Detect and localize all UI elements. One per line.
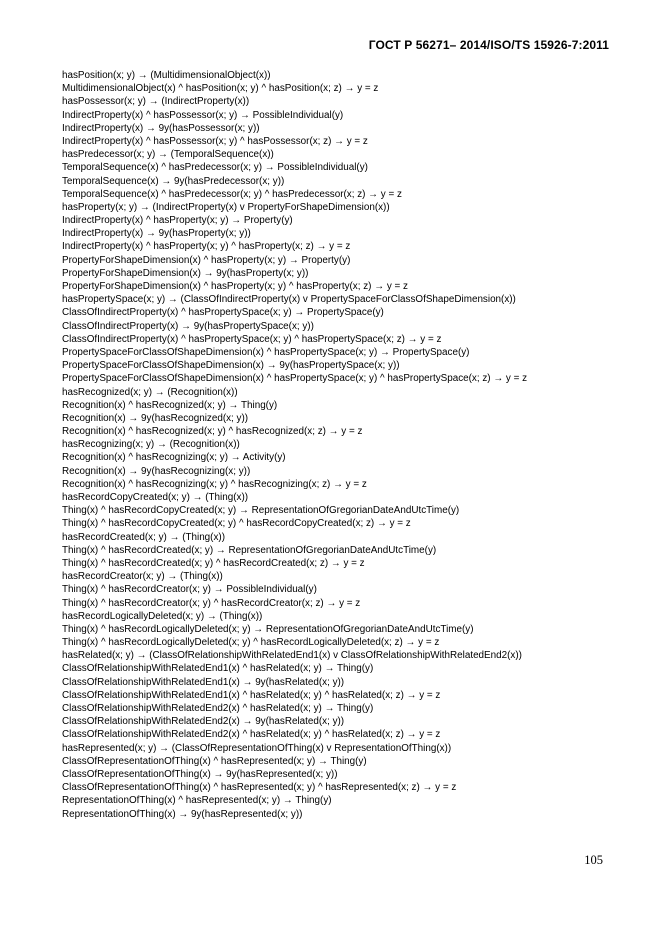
axiom-line: ClassOfIndirectProperty(x) → 9y(hasPropertySpace(x; y)) [62, 320, 314, 332]
axiom-line: Thing(x) ^ hasRecordCopyCreated(x; y) ^ hasRecordCopyCreated(x; z) → y = z [62, 518, 411, 530]
axiom-line: IndirectProperty(x) ^ hasPossessor(x; y) → PossibleIndividual(y) [62, 109, 344, 121]
axiom-line: hasPosition(x; y) → (MultidimensionalObject(x)) [62, 70, 271, 81]
page-number: 105 [584, 853, 603, 867]
axiom-line: Thing(x) ^ hasRecordCreator(x; y) ^ hasRecordCreator(x; z) → y = z [62, 597, 361, 609]
axiom-line: hasRecordLogicallyDeleted(x; y) → (Thing(x)) [62, 610, 263, 622]
axiom-line: TemporalSequence(x) ^ hasPredecessor(x; y) ^ hasPredecessor(x; z) → y = z [62, 188, 402, 200]
axiom-line: Recognition(x) ^ hasRecognized(x; y) → Thing(y) [62, 399, 278, 411]
axiom-list [62, 69, 622, 821]
axiom-line: Thing(x) ^ hasRecordCreated(x; y) ^ hasRecordCreated(x; z) → y = z [62, 557, 365, 569]
axiom-line: hasRelated(x; y) → (ClassOfRelationshipWithRelatedEnd1(x) v ClassOfRelationshipWithRelatedEnd2(x)) [62, 650, 522, 662]
axiom-line: ClassOfRelationshipWithRelatedEnd1(x) ^ hasRelated(x; y) → Thing(y) [62, 663, 374, 675]
axiom-line: PropertySpaceForClassOfShapeDimension(x) ^ hasPropertySpace(x; y) → PropertySpace(y) [62, 346, 470, 358]
axiom-line: IndirectProperty(x) ^ hasProperty(x; y) ^ hasProperty(x; z) → y = z [62, 241, 351, 253]
axiom-line: Thing(x) ^ hasRecordCreated(x; y) → RepresentationOfGregorianDateAndUtcTime(y) [62, 544, 437, 556]
axiom-line: PropertyForShapeDimension(x) ^ hasProperty(x; y) ^ hasProperty(x; z) → y = z [62, 281, 408, 292]
axiom-line: PropertySpaceForClassOfShapeDimension(x) ^ hasPropertySpace(x; y) ^ hasPropertySpace(x; z) → y = z [62, 373, 528, 385]
axiom-line: ClassOfRelationshipWithRelatedEnd2(x) → 9y(hasRelated(x; y)) [62, 716, 345, 728]
axiom-line: Recognition(x) ^ hasRecognizing(x; y) ^ hasRecognizing(x; z) → y = z [62, 478, 367, 490]
axiom-line: hasRecognized(x; y) → (Recognition(x)) [62, 386, 238, 398]
axiom-line: IndirectProperty(x) → 9y(hasPossessor(x; y)) [62, 122, 260, 134]
axiom-line: IndirectProperty(x) ^ hasProperty(x; y) → Property(y) [62, 215, 293, 227]
page-header: ГОСТ Р 56271– 2014/ISO/TS 15926-7:2011 [368, 38, 609, 52]
axiom-line: TemporalSequence(x) → 9y(hasPredecessor(x; y)) [62, 175, 285, 187]
axiom-line: PropertyForShapeDimension(x) → 9y(hasProperty(x; y)) [62, 267, 309, 279]
axiom-line: ClassOfRelationshipWithRelatedEnd2(x) ^ hasRelated(x; y) ^ hasRelated(x; z) → y = z [62, 729, 441, 741]
axiom-line: TemporalSequence(x) ^ hasPredecessor(x; y) → PossibleIndividual(y) [62, 162, 368, 174]
axiom-line: PropertyForShapeDimension(x) ^ hasProperty(x; y) → Property(y) [62, 254, 351, 266]
axiom-line: ClassOfRelationshipWithRelatedEnd1(x) → 9y(hasRelated(x; y)) [62, 676, 345, 688]
axiom-line: hasRecognizing(x; y) → (Recognition(x)) [62, 439, 240, 451]
axiom-line: hasRecordCreator(x; y) → (Thing(x)) [62, 571, 223, 583]
axiom-line: hasPossessor(x; y) → (IndirectProperty(x)) [62, 96, 250, 108]
axiom-line: Thing(x) ^ hasRecordCopyCreated(x; y) → RepresentationOfGregorianDateAndUtcTime(y) [62, 505, 460, 517]
axiom-line: IndirectProperty(x) ^ hasPossessor(x; y) ^ hasPossessor(x; z) → y = z [62, 135, 368, 147]
axiom-line: ClassOfRepresentationOfThing(x) → 9y(hasRepresented(x; y)) [62, 768, 338, 780]
axiom-line: MultidimensionalObject(x) ^ hasPosition(x; y) ^ hasPosition(x; z) → y = z [62, 83, 379, 95]
axiom-line: hasRepresented(x; y) → (ClassOfRepresentationOfThing(x) v RepresentationOfThing(x)) [62, 742, 452, 754]
axiom-line: Thing(x) ^ hasRecordLogicallyDeleted(x; y) ^ hasRecordLogicallyDeleted(x; z) → y = z [62, 637, 440, 649]
axiom-line: Recognition(x) → 9y(hasRecognizing(x; y)) [62, 465, 251, 477]
axiom-line: Thing(x) ^ hasRecordLogicallyDeleted(x; y) → RepresentationOfGregorianDateAndUtcTime(y) [62, 623, 474, 635]
axiom-line: hasProperty(x; y) → (IndirectProperty(x) v PropertyForShapeDimension(x)) [62, 201, 390, 213]
axiom-line: ClassOfIndirectProperty(x) ^ hasPropertySpace(x; y) ^ hasPropertySpace(x; z) → y = z [62, 333, 442, 345]
axiom-line: Recognition(x) ^ hasRecognized(x; y) ^ hasRecognized(x; z) → y = z [62, 426, 363, 438]
axiom-line: Recognition(x) ^ hasRecognizing(x; y) → Activity(y) [62, 452, 286, 464]
axiom-line: hasPropertySpace(x; y) → (ClassOfIndirectProperty(x) v PropertySpaceForClassOfShapeDimension(x)) [62, 294, 516, 306]
axiom-line: ClassOfRepresentationOfThing(x) ^ hasRepresented(x; y) → Thing(y) [62, 755, 367, 767]
axiom-line: hasRecordCopyCreated(x; y) → (Thing(x)) [62, 492, 249, 503]
axiom-line: Recognition(x) → 9y(hasRecognized(x; y)) [62, 412, 249, 424]
axiom-line: ClassOfRelationshipWithRelatedEnd1(x) ^ hasRelated(x; y) ^ hasRelated(x; z) → y = z [62, 689, 441, 701]
axiom-line: ClassOfIndirectProperty(x) ^ hasPropertySpace(x; y) → PropertySpace(y) [62, 307, 384, 319]
axiom-line: ClassOfRelationshipWithRelatedEnd2(x) ^ hasRelated(x; y) → Thing(y) [62, 703, 374, 714]
axiom-line: ClassOfRepresentationOfThing(x) ^ hasRepresented(x; y) ^ hasRepresented(x; z) → y = z [62, 782, 457, 794]
axiom-line: IndirectProperty(x) → 9y(hasProperty(x; y)) [62, 228, 251, 240]
axiom-line: hasRecordCreated(x; y) → (Thing(x)) [62, 531, 225, 543]
axiom-line: Thing(x) ^ hasRecordCreator(x; y) → PossibleIndividual(y) [62, 584, 317, 596]
axiom-line: hasPredecessor(x; y) → (TemporalSequence(x)) [62, 149, 274, 161]
axiom-line: RepresentationOfThing(x) → 9y(hasRepresented(x; y)) [62, 808, 303, 820]
axiom-line: PropertySpaceForClassOfShapeDimension(x) → 9y(hasPropertySpace(x; y)) [62, 360, 400, 372]
axiom-line: RepresentationOfThing(x) ^ hasRepresented(x; y) → Thing(y) [62, 795, 332, 807]
